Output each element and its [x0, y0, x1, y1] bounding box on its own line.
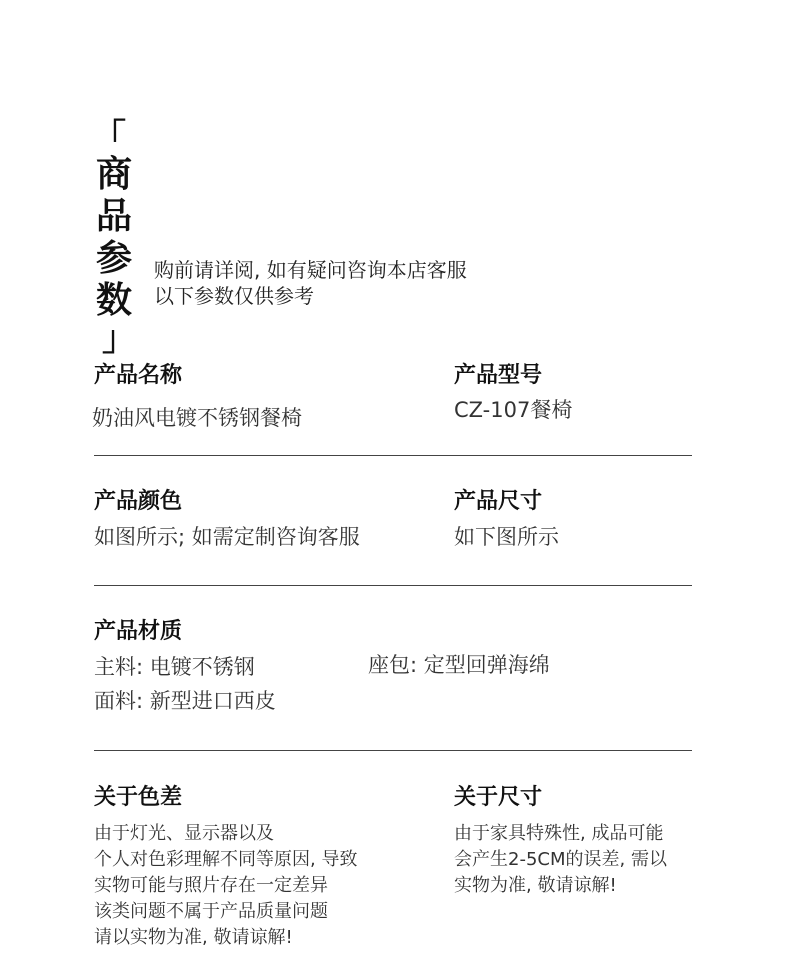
color-label: 产品颜色	[94, 489, 183, 514]
name-label: 产品名称	[94, 363, 183, 388]
heading-open-bracket: 「	[92, 117, 126, 157]
size-note-line: 由于家具特殊性, 成品可能	[454, 823, 664, 844]
model-value: CZ-107餐椅	[454, 398, 573, 422]
color-value: 如图所示; 如需定制咨询客服	[94, 525, 360, 549]
color-note-line: 请以实物为准, 敬请谅解!	[94, 927, 293, 948]
size-note-line: 实物为准, 敬请谅解!	[454, 875, 617, 896]
color-note-line: 个人对色彩理解不同等原因, 导致	[94, 849, 358, 870]
divider	[94, 585, 692, 586]
seat-material: 座包: 定型回弹海绵	[368, 653, 550, 677]
heading-char: 品	[95, 196, 132, 237]
size-value: 如下图所示	[454, 525, 559, 549]
heading-close-bracket: 」	[102, 319, 136, 359]
color-note-line: 实物可能与照片存在一定差异	[94, 875, 328, 896]
material-label: 产品材质	[94, 619, 183, 644]
heading-char: 数	[95, 280, 132, 321]
color-note-line: 由于灯光、显示器以及	[94, 823, 274, 844]
heading-char: 商	[95, 154, 132, 195]
surface-material: 面料: 新型进口西皮	[94, 689, 276, 713]
name-value: 奶油风电镀不锈钢餐椅	[92, 406, 302, 430]
divider	[94, 455, 692, 456]
notice-line-2: 以下参数仅供参考	[154, 284, 314, 308]
divider	[94, 750, 692, 751]
size-note-title: 关于尺寸	[454, 785, 543, 810]
color-note-title: 关于色差	[94, 785, 183, 810]
main-material: 主料: 电镀不锈钢	[94, 655, 255, 679]
notice-line-1: 购前请详阅, 如有疑问咨询本店客服	[154, 258, 467, 282]
size-label: 产品尺寸	[454, 489, 543, 514]
section-heading	[92, 117, 136, 359]
color-note-text	[94, 821, 357, 951]
color-note-line: 该类问题不属于产品质量问题	[94, 901, 328, 922]
size-note-text	[454, 821, 667, 899]
heading-char: 参	[95, 238, 132, 279]
model-label: 产品型号	[454, 363, 543, 388]
size-note-line: 会产生2-5CM的误差, 需以	[454, 849, 667, 870]
